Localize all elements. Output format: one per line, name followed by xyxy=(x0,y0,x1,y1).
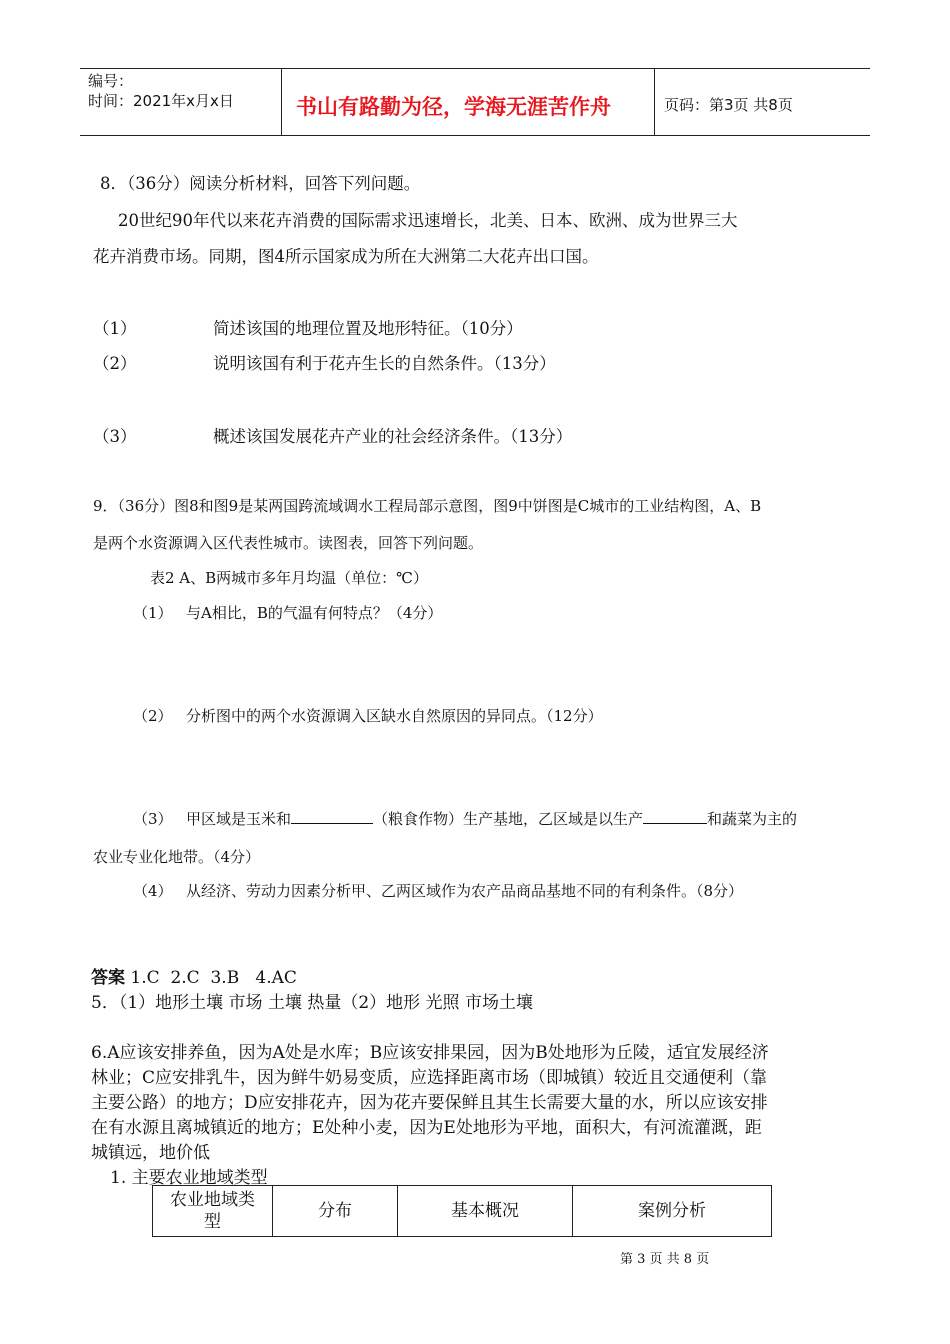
answers-mc: 1.C 2.C 3.B 4.AC xyxy=(125,968,297,988)
header-divider-right xyxy=(654,68,655,135)
q9-sub3-blank2 xyxy=(643,809,707,824)
answers-label: 答案 xyxy=(91,968,125,988)
q8-sub1-text: 简述该国的地理位置及地形特征。（10分） xyxy=(213,319,523,338)
table-header-cell: 分布 xyxy=(273,1186,398,1237)
q9-sub3-part3: 和蔬菜为主的 xyxy=(707,810,798,828)
answers-q6-line2: 林业；C应安排乳牛，因为鲜牛奶易变质，应选择距离市场（即城镇）较近且交通便利（靠 xyxy=(91,1068,768,1088)
header-page-info: 页码：第3页 共8页 xyxy=(664,96,793,114)
answers-line1 xyxy=(91,963,297,988)
q9-sub4-number: （4） xyxy=(133,882,173,900)
answers-q6-line5: 城镇远，地价低 xyxy=(91,1143,210,1163)
q8-sub3-number: （3） xyxy=(93,427,137,446)
section-title: 1. 主要农业地域类型 xyxy=(110,1168,268,1188)
q8-material-line1: 20世纪90年代以来花卉消费的国际需求迅速增长，北美、日本、欧洲、成为世界三大 xyxy=(118,211,738,230)
q8-material-line2: 花卉消费市场。同期，图4所示国家成为所在大洲第二大花卉出口国。 xyxy=(93,247,599,266)
q9-stem-line2: 是两个水资源调入区代表性城市。读图表，回答下列问题。 xyxy=(93,534,484,552)
q9-sub3-part2: （粮食作物）生产基地，乙区域是以生产 xyxy=(373,810,644,828)
answers-q6-line3: 主要公路）的地方；D应安排花卉，因为花卉要保鲜且其生长需要大量的水，所以应该安排 xyxy=(91,1093,768,1113)
q9-sub3-line1 xyxy=(186,808,797,829)
q8-sub1-number: （1） xyxy=(93,319,137,338)
q8-sub3-text: 概述该国发展花卉产业的社会经济条件。（13分） xyxy=(213,427,573,446)
q9-sub1-number: （1） xyxy=(133,604,173,622)
document-date: 时间：2021年x月x日 xyxy=(88,92,234,110)
q9-sub2-text: 分析图中的两个水资源调入区缺水自然原因的异同点。（12分） xyxy=(186,707,603,725)
q8-sub2-text: 说明该国有利于花卉生长的自然条件。（13分） xyxy=(213,354,556,373)
header-bottom-rule xyxy=(80,135,870,136)
header-top-rule xyxy=(80,68,870,69)
q8-stem: 8．（36分）阅读分析材料，回答下列问题。 xyxy=(100,174,421,193)
table-header-cell: 案例分析 xyxy=(573,1186,772,1237)
table-header-cell: 农业地域类型 xyxy=(153,1186,273,1237)
table-header-cell: 基本概况 xyxy=(398,1186,573,1237)
answers-q6-line4: 在有水源且离城镇近的地方；E处种小麦，因为E处地形为平地，面积大，有河流灌溉，距 xyxy=(91,1118,762,1138)
q9-sub3-part1: 甲区域是玉米和 xyxy=(186,810,292,828)
q9-sub4-text: 从经济、劳动力因素分析甲、乙两区域作为农产品商品基地不同的有利条件。（8分） xyxy=(186,882,744,900)
q9-table-caption: 表2 A、B两城市多年月均温（单位：℃） xyxy=(150,569,428,587)
agri-region-table xyxy=(152,1185,772,1237)
header-divider-left xyxy=(281,68,282,135)
answers-q6-line1: 6.A应该安排养鱼，因为A处是水库；B应该安排果园，因为B处地形为丘陵，适宜发展经济 xyxy=(91,1043,769,1063)
document-number-label: 编号： xyxy=(88,72,134,90)
q9-sub3-blank1 xyxy=(291,809,373,824)
q9-stem-line1: 9．（36分）图8和图9是某两国跨流域调水工程局部示意图，图9中饼图是C城市的工业结构图，A、B xyxy=(93,497,762,515)
header-motto: 书山有路勤为径，学海无涯苦作舟 xyxy=(296,95,611,119)
table-header-row xyxy=(153,1186,772,1237)
page-footer: 第 3 页 共 8 页 xyxy=(620,1252,710,1267)
q9-sub1-text: 与A相比，B的气温有何特点？（4分） xyxy=(186,604,443,622)
answers-q5: 5．（1）地形土壤 市场 土壤 热量（2）地形 光照 市场土壤 xyxy=(91,993,533,1013)
q9-sub3-line2: 农业专业化地带。（4分） xyxy=(93,848,261,866)
q9-sub3-number: （3） xyxy=(133,810,173,828)
q8-sub2-number: （2） xyxy=(93,354,137,373)
q9-sub2-number: （2） xyxy=(133,707,173,725)
